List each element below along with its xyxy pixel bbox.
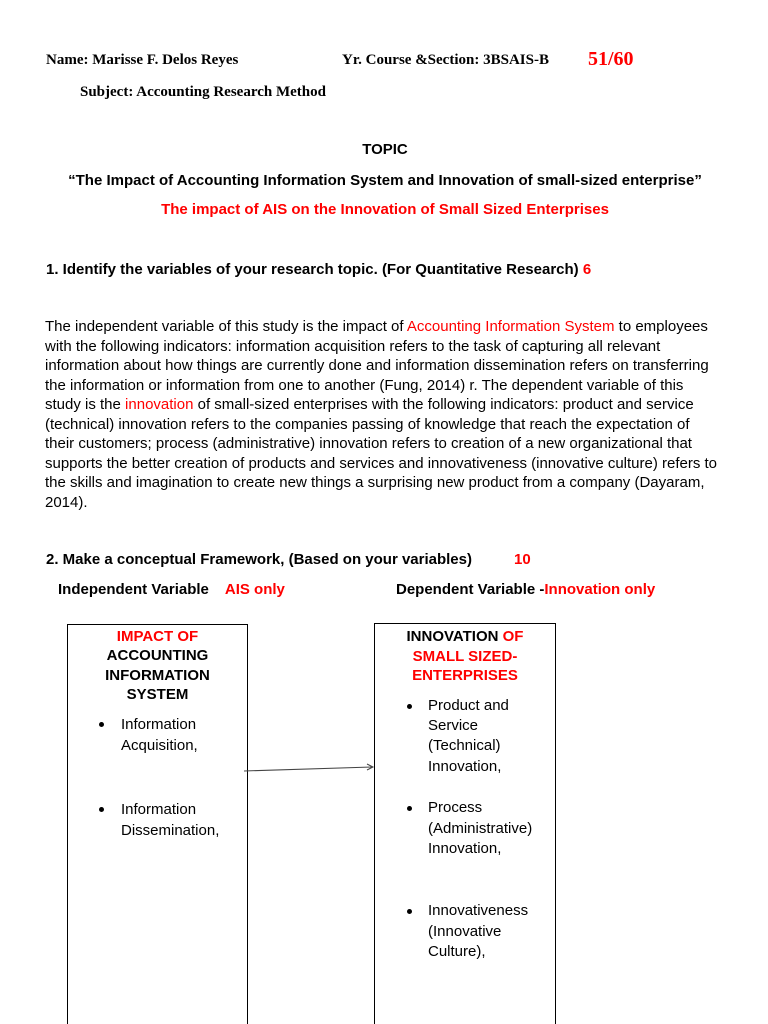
dependent-indicator-list	[375, 696, 555, 963]
highlighted-term: innovation	[125, 396, 194, 414]
box-heading-line: ACCOUNTING	[106, 647, 209, 665]
independent-indicator-list	[68, 714, 247, 841]
indicator-text: Product and Service (Technical) Innovation,	[428, 696, 509, 775]
topic-title: “The Impact of Accounting Information System and Innovation of small-sized enterprise”	[68, 172, 702, 189]
independent-variable-label: Independent Variable	[58, 581, 209, 598]
highlighted-term: Accounting Information System	[406, 318, 615, 335]
box-heading-main: INNOVATION	[406, 628, 499, 645]
box-heading-highlight: OF	[502, 628, 524, 645]
independent-box-heading	[68, 625, 247, 705]
dependent-variable-label-row	[396, 581, 655, 599]
course-section: Yr. Course &Section: 3BSAIS-B	[342, 52, 549, 68]
question-2	[46, 551, 531, 569]
bullet-icon	[407, 806, 412, 811]
question-2-prompt: 2. Make a conceptual Framework, (Based on your variables)	[46, 551, 472, 568]
answer-line: 2014).	[45, 493, 88, 511]
dependent-box-heading	[375, 624, 555, 686]
indicator-item	[375, 901, 555, 962]
indicator-text: Process (Administrative) Innovation,	[428, 799, 533, 857]
box-heading-line: SMALL SIZED-	[412, 647, 518, 665]
box-heading-line: INFORMATION	[105, 666, 210, 684]
independent-variable-label-row	[58, 581, 285, 599]
answer-line: (technical) innovation refers to the companies passing of knowledge that reach the expectation of	[45, 415, 690, 433]
answer-text: of small-sized enterprises with the following indicators: product and service	[193, 396, 694, 414]
indicator-text: Information Dissemination,	[121, 800, 220, 839]
question-2-score: 10	[513, 551, 531, 568]
answer-line	[45, 395, 717, 415]
indicator-text: Innovativeness (Innovative Culture),	[428, 902, 529, 961]
answer-text: The independent variable of this study is the impact of	[45, 318, 407, 335]
dependent-variable-note: Innovation only	[544, 581, 656, 598]
question-1-score: 6	[582, 261, 592, 278]
box-heading-line	[375, 627, 555, 647]
subject-line: Subject: Accounting Research Method	[80, 84, 326, 100]
topic-label: TOPIC	[362, 141, 408, 158]
indicator-item	[68, 799, 247, 841]
bullet-icon	[407, 704, 412, 709]
indicator-item	[68, 714, 247, 756]
answer-line: information about how things are currently done and information dissemination refers on transferring	[45, 357, 709, 375]
answer-line: their customers; process (administrative) innovation refers to creation of a new organizational that	[45, 435, 692, 453]
box-heading-highlight: IMPACT OF	[116, 628, 199, 645]
independent-variable-note: AIS only	[224, 581, 285, 598]
box-heading-line: ENTERPRISES	[412, 667, 518, 684]
bullet-icon	[99, 807, 104, 812]
bullet-icon	[99, 722, 104, 727]
revised-topic-title: The impact of AIS on the Innovation of Small Sized Enterprises	[161, 201, 609, 218]
student-name: Name: Marisse F. Delos Reyes	[46, 52, 239, 68]
answer-text: study is the	[45, 396, 126, 414]
indicator-item	[375, 798, 555, 859]
indicator-item	[375, 696, 555, 778]
answer-line	[45, 317, 717, 337]
independent-variable-box	[67, 624, 248, 1024]
arrow-line	[244, 767, 372, 771]
dependent-variable-label: Dependent Variable -	[396, 581, 545, 598]
answer-paragraph	[45, 317, 717, 512]
dependent-variable-box	[374, 623, 556, 1024]
answer-line: the information or information from one to another (Fung, 2014) r. The dependent variable of this	[45, 376, 684, 394]
question-1	[46, 261, 591, 279]
arrow-connector-icon	[240, 757, 380, 781]
answer-line: the skills and imagination to create new things a surprising new product from a company (Dayaram,	[45, 474, 705, 492]
question-1-prompt: 1. Identify the variables of your research topic. (For Quantitative Research)	[46, 261, 579, 278]
indicator-text: Information Acquisition,	[121, 715, 198, 754]
total-score: 51/60	[588, 48, 634, 70]
answer-line: supports the better creation of products and services and innovativeness (innovative culture) refers to	[45, 454, 718, 472]
box-heading-line: SYSTEM	[126, 686, 189, 704]
answer-text: to employees	[614, 318, 708, 335]
bullet-icon	[407, 909, 412, 914]
answer-line: with the following indicators: information acquisition refers to the task of capturing all relevant	[45, 337, 661, 355]
